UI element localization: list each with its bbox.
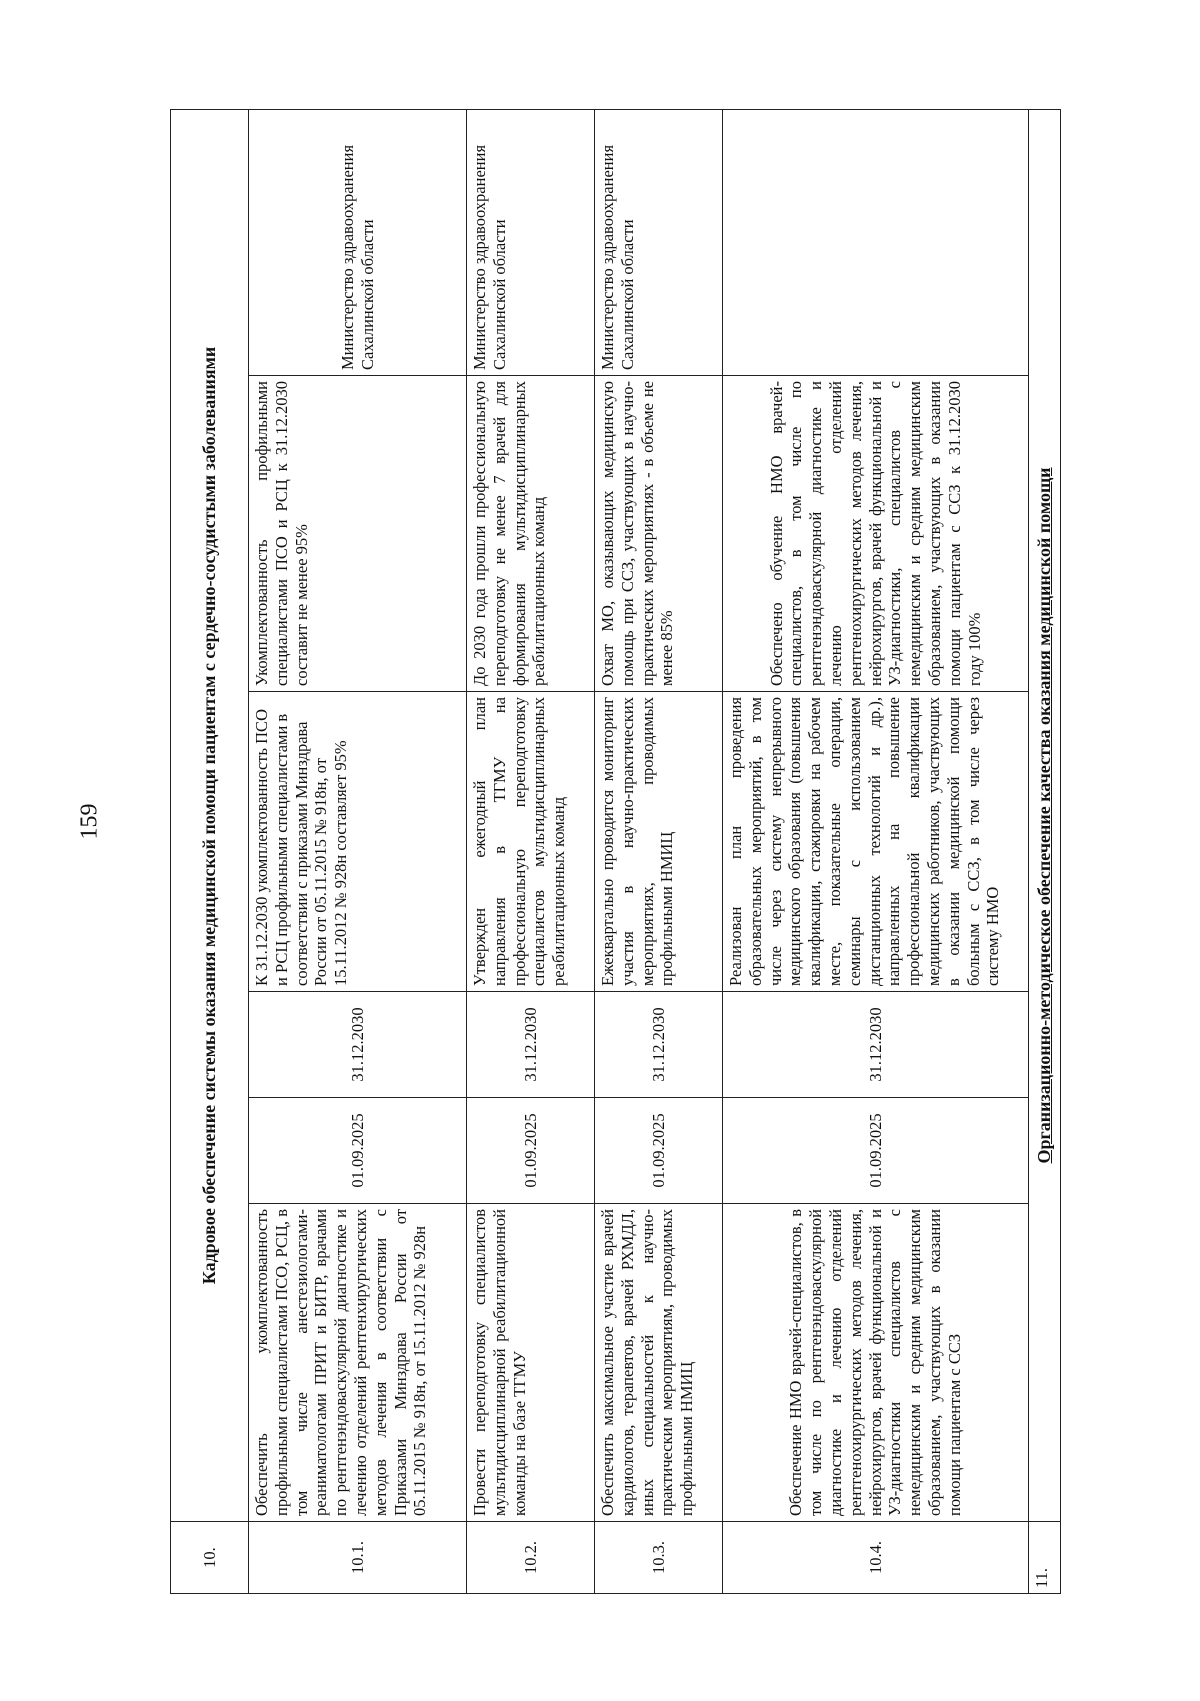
section-title: Кадровое обеспечение системы оказания медицинской помощи пациентам с сердечно-сосудистыми заболеваниями	[171, 109, 249, 1521]
table-row	[467, 109, 595, 1593]
section-title: Организационно-методическое обеспечение качества оказания медицинской помощи	[1029, 109, 1061, 1521]
section-row-11	[1029, 109, 1061, 1593]
row-number: 10.1.	[249, 1522, 467, 1594]
row-number: 10.2.	[467, 1522, 595, 1594]
responsible-cell: Министерство здравоохранения Сахалинской области	[595, 109, 723, 375]
start-date-cell: 01.09.2025	[467, 1098, 595, 1204]
responsible-cell	[723, 109, 1029, 375]
end-date-cell: 31.12.2030	[595, 992, 723, 1098]
result-cell: Обеспечено обучение НМО врачей-специалистов, в том числе по рентгенэндоваскулярной диагностике и лечению отделений рентгенохирургических методов лечения, нейрохирургов, врачей функциональной и УЗ-диагностики, специалистов с немедицинским и средним медицинским образованием, участвующих в оказании помощи пациентам с ССЗ к 31.12.2030 году 100%	[723, 376, 1029, 692]
task-cell: Обеспечить укомплектованность профильными специалистами ПСО, РСЦ, в том числе анестезиологами-реаниматологами ПРИТ и БИТР, врачами по рентгенэндоваскулярной диагностике и лечению отделений рентгенхирургических методов лечения в соответствии с Приказами Минздрава России от 05.11.2015 № 918н, от 15.11.2012 № 928н	[249, 1204, 467, 1522]
responsible-cell: Министерство здравоохранения Сахалинской области	[467, 109, 595, 375]
description-cell: Утвержден ежегодный план направления в ТГМУ на профессиональную переподготовку специалистов мультидисциплинарных реабилитационных команд	[467, 692, 595, 992]
result-cell: Укомплектованность профильными специалистами ПСО и РСЦ к 31.12.2030 составит не менее 95%	[249, 376, 467, 692]
task-cell: Обеспечить максимальное участие врачей кардиологов, терапевтов, врачей РХМДЛ, иных специальностей к научно-практическим мероприятиям, проводимых профильными НМИЦ	[595, 1204, 723, 1522]
responsible-cell: Министерство здравоохранения Сахалинской области	[249, 109, 467, 375]
section-number: 10.	[171, 1522, 249, 1594]
task-cell: Провести переподготовку специалистов мультидисциплинарной реабилитационной команды на базе ТГМУ	[467, 1204, 595, 1522]
table-row	[249, 109, 467, 1593]
start-date-cell: 01.09.2025	[249, 1098, 467, 1204]
description-cell: Ежеквартально проводится мониторинг участия в научно-практических мероприятиях, проводимых профильными НМИЦ	[595, 692, 723, 992]
table-row	[595, 109, 723, 1593]
description-cell: Реализован план проведения образовательных мероприятий, в том числе через систему непрерывного медицинского образования (повышения квалификации, стажировки на рабочем месте, показательные операции, семинары с использованием дистанционных технологий и др.), направленных на повышение профессиональной квалификации медицинских работников, участвующих в оказании медицинской помощи больным с ССЗ, в том числе через систему НМО	[723, 692, 1029, 992]
start-date-cell: 01.09.2025	[595, 1098, 723, 1204]
task-cell: Обеспечение НМО врачей-специалистов, в том числе по рентгенэндоваскулярной диагностике и лечению отделений рентгенохирургических методов лечения, нейрохирургов, врачей функциональной и УЗ-диагностики специалистов с немедицинским и средним медицинским образованием, участвующих в оказании помощи пациентам с ССЗ	[723, 1204, 1029, 1522]
end-date-cell: 31.12.2030	[249, 992, 467, 1098]
measures-table	[170, 109, 1061, 1594]
rotated-table-wrapper	[170, 110, 1060, 1594]
section-number: 11.	[1029, 1522, 1061, 1594]
table-row	[723, 109, 1029, 1593]
result-cell: До 2030 года прошли профессиональную переподготовку не менее 7 врачей для формирования мультидисциплинарных реабилитационных команд	[467, 376, 595, 692]
end-date-cell: 31.12.2030	[467, 992, 595, 1098]
row-number: 10.4.	[723, 1522, 1029, 1594]
section-row-10	[171, 109, 249, 1593]
result-cell: Охват МО, оказывающих медицинскую помощь при ССЗ, участвующих в научно-практических мероприятиях - в объеме не менее 85%	[595, 376, 723, 692]
page-number: 159	[76, 803, 103, 840]
end-date-cell: 31.12.2030	[723, 992, 1029, 1098]
start-date-cell: 01.09.2025	[723, 1098, 1029, 1204]
row-number: 10.3.	[595, 1522, 723, 1594]
description-cell: К 31.12.2030 укомплектованность ПСО и РСЦ профильными специалистами в соответствии с приказами Минздрава России от 05.11.2015 № 918н, от 15.11.2012 № 928н составляет 95%	[249, 692, 467, 992]
